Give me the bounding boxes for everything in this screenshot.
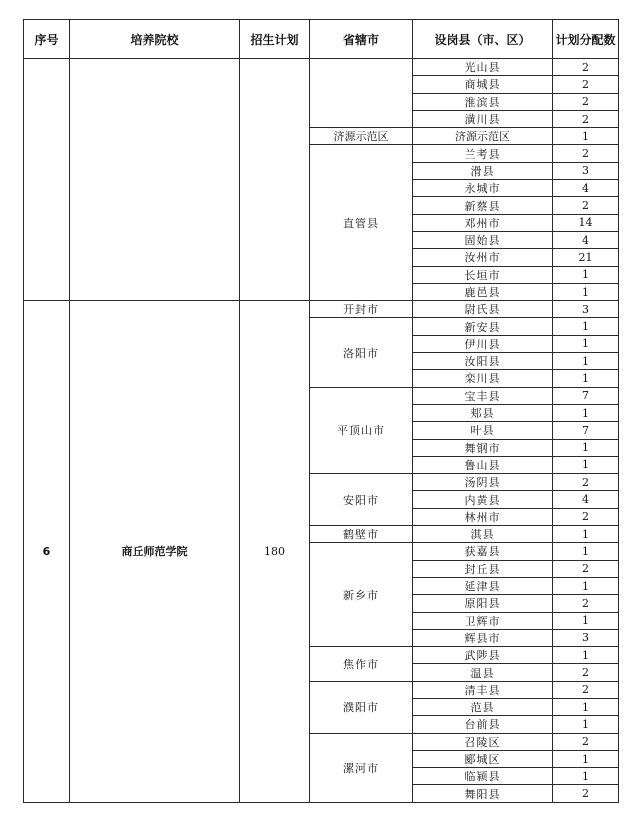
count-cell: 3 xyxy=(553,629,619,646)
county-cell: 尉氏县 xyxy=(413,301,553,318)
county-cell: 宝丰县 xyxy=(413,387,553,404)
count-cell: 1 xyxy=(553,370,619,387)
county-cell: 伊川县 xyxy=(413,335,553,352)
county-cell: 邓州市 xyxy=(413,214,553,231)
city-cell: 开封市 xyxy=(310,301,413,318)
count-cell: 1 xyxy=(553,128,619,145)
count-cell: 1 xyxy=(553,543,619,560)
county-cell: 林州市 xyxy=(413,508,553,525)
county-cell: 栾川县 xyxy=(413,370,553,387)
county-cell: 范县 xyxy=(413,698,553,715)
count-cell: 1 xyxy=(553,526,619,543)
count-cell: 2 xyxy=(553,560,619,577)
county-cell: 内黄县 xyxy=(413,491,553,508)
table-row xyxy=(24,301,619,318)
count-cell: 1 xyxy=(553,612,619,629)
county-cell: 商城县 xyxy=(413,76,553,93)
count-cell: 7 xyxy=(553,387,619,404)
index-cell: 6 xyxy=(24,301,70,803)
count-cell: 1 xyxy=(553,698,619,715)
header-city: 省辖市 xyxy=(310,20,413,59)
plan-cell: 180 xyxy=(240,301,310,803)
county-cell: 光山县 xyxy=(413,59,553,76)
header-index: 序号 xyxy=(24,20,70,59)
city-cell: 濮阳市 xyxy=(310,681,413,733)
count-cell: 2 xyxy=(553,595,619,612)
index-cell-a xyxy=(24,59,70,301)
count-cell: 2 xyxy=(553,59,619,76)
count-cell: 2 xyxy=(553,197,619,214)
county-cell: 鹿邑县 xyxy=(413,283,553,300)
county-cell: 郾城区 xyxy=(413,750,553,767)
county-cell: 延津县 xyxy=(413,577,553,594)
county-cell: 淇县 xyxy=(413,526,553,543)
county-cell: 永城市 xyxy=(413,180,553,197)
count-cell: 2 xyxy=(553,474,619,491)
count-cell: 1 xyxy=(553,353,619,370)
city-cell: 洛阳市 xyxy=(310,318,413,387)
city-cell: 新乡市 xyxy=(310,543,413,647)
header-count: 计划分配数 xyxy=(553,20,619,59)
count-cell: 2 xyxy=(553,76,619,93)
count-cell: 3 xyxy=(553,162,619,179)
count-cell: 1 xyxy=(553,750,619,767)
county-cell: 鲁山县 xyxy=(413,456,553,473)
county-cell: 济源示范区 xyxy=(413,128,553,145)
header-county: 设岗县（市、区） xyxy=(413,20,553,59)
count-cell: 2 xyxy=(553,508,619,525)
county-cell: 郏县 xyxy=(413,404,553,421)
county-cell: 叶县 xyxy=(413,422,553,439)
county-cell: 汝州市 xyxy=(413,249,553,266)
school-cell-a xyxy=(70,59,240,301)
count-cell: 4 xyxy=(553,180,619,197)
city-cell: 平顶山市 xyxy=(310,387,413,473)
header-school: 培养院校 xyxy=(70,20,240,59)
count-cell: 1 xyxy=(553,439,619,456)
count-cell: 1 xyxy=(553,647,619,664)
count-cell: 2 xyxy=(553,733,619,750)
city-cell: 安阳市 xyxy=(310,474,413,526)
count-cell: 3 xyxy=(553,301,619,318)
county-cell: 召陵区 xyxy=(413,733,553,750)
county-cell: 汝阳县 xyxy=(413,353,553,370)
city-cell-a-blank xyxy=(310,59,413,128)
count-cell: 1 xyxy=(553,577,619,594)
count-cell: 4 xyxy=(553,491,619,508)
count-cell: 2 xyxy=(553,664,619,681)
count-cell: 1 xyxy=(553,716,619,733)
count-cell: 2 xyxy=(553,110,619,127)
county-cell: 温县 xyxy=(413,664,553,681)
county-cell: 清丰县 xyxy=(413,681,553,698)
count-cell: 7 xyxy=(553,422,619,439)
county-cell: 临颍县 xyxy=(413,768,553,785)
county-cell: 武陟县 xyxy=(413,647,553,664)
county-cell: 获嘉县 xyxy=(413,543,553,560)
count-cell: 1 xyxy=(553,404,619,421)
count-cell: 1 xyxy=(553,456,619,473)
table-row xyxy=(24,59,619,76)
county-cell: 长垣市 xyxy=(413,266,553,283)
count-cell: 1 xyxy=(553,768,619,785)
count-cell: 2 xyxy=(553,785,619,802)
header-row xyxy=(24,20,619,59)
count-cell: 2 xyxy=(553,681,619,698)
city-cell: 焦作市 xyxy=(310,647,413,682)
city-cell: 济源示范区 xyxy=(310,128,413,145)
county-cell: 淮滨县 xyxy=(413,93,553,110)
count-cell: 1 xyxy=(553,266,619,283)
header-plan: 招生计划 xyxy=(240,20,310,59)
count-cell: 1 xyxy=(553,335,619,352)
county-cell: 卫辉市 xyxy=(413,612,553,629)
city-cell: 直管县 xyxy=(310,145,413,301)
city-cell: 鹤壁市 xyxy=(310,526,413,543)
county-cell: 台前县 xyxy=(413,716,553,733)
county-cell: 新蔡县 xyxy=(413,197,553,214)
count-cell: 2 xyxy=(553,145,619,162)
county-cell: 潢川县 xyxy=(413,110,553,127)
county-cell: 滑县 xyxy=(413,162,553,179)
count-cell: 21 xyxy=(553,249,619,266)
count-cell: 14 xyxy=(553,214,619,231)
count-cell: 1 xyxy=(553,283,619,300)
county-cell: 封丘县 xyxy=(413,560,553,577)
county-cell: 辉县市 xyxy=(413,629,553,646)
county-cell: 固始县 xyxy=(413,231,553,248)
allocation-table xyxy=(23,19,619,803)
county-cell: 新安县 xyxy=(413,318,553,335)
county-cell: 原阳县 xyxy=(413,595,553,612)
county-cell: 舞钢市 xyxy=(413,439,553,456)
count-cell: 1 xyxy=(553,318,619,335)
county-cell: 兰考县 xyxy=(413,145,553,162)
count-cell: 4 xyxy=(553,231,619,248)
county-cell: 汤阴县 xyxy=(413,474,553,491)
plan-cell-a xyxy=(240,59,310,301)
school-cell: 商丘师范学院 xyxy=(70,301,240,803)
city-cell: 漯河市 xyxy=(310,733,413,802)
count-cell: 2 xyxy=(553,93,619,110)
county-cell: 舞阳县 xyxy=(413,785,553,802)
